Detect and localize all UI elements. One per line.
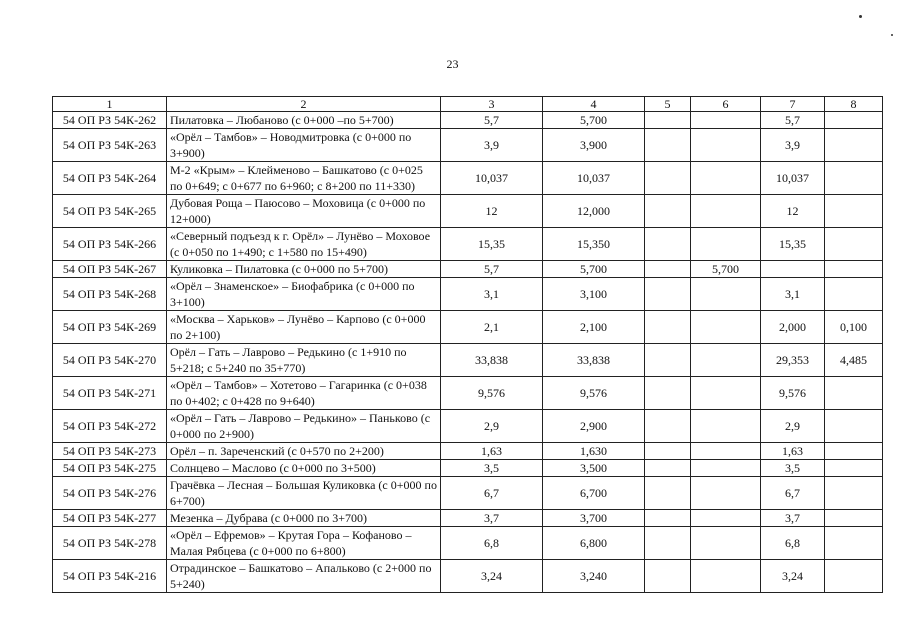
value-cell: 2,9 [761,410,825,443]
road-name-cell: Орёл – Гать – Лаврово – Редькино (с 1+910 по 5+218; с 5+240 по 35+770) [167,344,441,377]
column-header: 2 [167,97,441,112]
value-cell: 4,485 [825,344,883,377]
value-cell [825,560,883,593]
value-cell [825,410,883,443]
value-cell [691,129,761,162]
road-name-cell: М-2 «Крым» – Клейменово – Башкатово (с 0+025 по 0+649; с 0+677 по 6+960; с 8+200 по 11+330) [167,162,441,195]
road-name-cell: «Северный подъезд к г. Орёл» – Лунёво – Моховое (с 0+050 по 1+490; с 1+580 по 15+490) [167,228,441,261]
value-cell: 3,5 [441,460,543,477]
value-cell [691,560,761,593]
road-code-cell: 54 ОП РЗ 54К-269 [53,311,167,344]
column-header: 3 [441,97,543,112]
value-cell [825,162,883,195]
value-cell: 5,7 [441,261,543,278]
value-cell: 1,63 [441,443,543,460]
table-row [53,112,883,129]
value-cell: 10,037 [761,162,825,195]
value-cell: 3,240 [543,560,645,593]
road-code-cell: 54 ОП РЗ 54К-271 [53,377,167,410]
value-cell [645,377,691,410]
value-cell [691,112,761,129]
value-cell: 33,838 [543,344,645,377]
table-row [53,377,883,410]
value-cell [645,477,691,510]
value-cell [825,477,883,510]
value-cell [645,261,691,278]
scan-speck [891,34,893,36]
table-row [53,228,883,261]
table-row [53,443,883,460]
table-row [53,560,883,593]
road-code-cell: 54 ОП РЗ 54К-268 [53,278,167,311]
value-cell: 1,630 [543,443,645,460]
value-cell: 3,1 [761,278,825,311]
value-cell [825,195,883,228]
table-row [53,195,883,228]
value-cell [645,311,691,344]
value-cell: 6,8 [441,527,543,560]
table-row [53,162,883,195]
value-cell [645,527,691,560]
page-number: 23 [446,57,459,71]
road-name-cell: Куликовка – Пилатовка (с 0+000 по 5+700) [167,261,441,278]
value-cell: 9,576 [761,377,825,410]
table-row [53,311,883,344]
value-cell [645,443,691,460]
road-code-cell: 54 ОП РЗ 54К-264 [53,162,167,195]
table-row [53,129,883,162]
road-code-cell: 54 ОП РЗ 54К-278 [53,527,167,560]
value-cell [825,112,883,129]
value-cell: 3,900 [543,129,645,162]
value-cell [645,344,691,377]
road-code-cell: 54 ОП РЗ 54К-276 [53,477,167,510]
value-cell: 0,100 [825,311,883,344]
value-cell: 2,9 [441,410,543,443]
value-cell [691,377,761,410]
table-row [53,460,883,477]
column-header: 5 [645,97,691,112]
value-cell [825,228,883,261]
road-name-cell: Солнцево – Маслово (с 0+000 по 3+500) [167,460,441,477]
value-cell [645,129,691,162]
value-cell: 3,7 [761,510,825,527]
value-cell [645,195,691,228]
value-cell: 6,7 [441,477,543,510]
road-name-cell: «Орёл – Ефремов» – Крутая Гора – Кофаново – Малая Рябцева (с 0+000 по 6+800) [167,527,441,560]
road-name-cell: Грачёвка – Лесная – Большая Куликовка (с 0+000 по 6+700) [167,477,441,510]
value-cell: 5,7 [441,112,543,129]
value-cell [825,443,883,460]
table-row [53,278,883,311]
value-cell [645,510,691,527]
road-name-cell: Дубовая Роща – Паюсово – Моховица (с 0+000 по 12+000) [167,195,441,228]
value-cell: 6,700 [543,477,645,510]
road-name-cell: Орёл – п. Зареченский (с 0+570 по 2+200) [167,443,441,460]
value-cell: 6,800 [543,527,645,560]
value-cell [761,261,825,278]
value-cell [825,261,883,278]
table-row [53,344,883,377]
value-cell: 5,700 [543,112,645,129]
value-cell [691,510,761,527]
value-cell: 9,576 [441,377,543,410]
value-cell: 6,8 [761,527,825,560]
value-cell: 5,700 [543,261,645,278]
roads-table [52,96,883,593]
value-cell: 9,576 [543,377,645,410]
column-header: 1 [53,97,167,112]
table-row [53,510,883,527]
value-cell: 3,7 [441,510,543,527]
column-header: 6 [691,97,761,112]
value-cell: 3,9 [761,129,825,162]
value-cell: 10,037 [543,162,645,195]
road-name-cell: «Москва – Харьков» – Лунёво – Карпово (с 0+000 по 2+100) [167,311,441,344]
road-name-cell: Мезенка – Дубрава (с 0+000 по 3+700) [167,510,441,527]
value-cell [691,443,761,460]
value-cell: 3,24 [761,560,825,593]
value-cell: 12 [441,195,543,228]
value-cell: 1,63 [761,443,825,460]
value-cell [645,278,691,311]
value-cell: 3,700 [543,510,645,527]
value-cell [691,410,761,443]
column-header: 7 [761,97,825,112]
table-row [53,410,883,443]
road-code-cell: 54 ОП РЗ 54К-273 [53,443,167,460]
value-cell [691,278,761,311]
value-cell: 3,5 [761,460,825,477]
column-header: 8 [825,97,883,112]
road-code-cell: 54 ОП РЗ 54К-270 [53,344,167,377]
column-header: 4 [543,97,645,112]
value-cell [645,460,691,477]
road-name-cell: «Орёл – Тамбов» – Хотетово – Гагаринка (с 0+038 по 0+402; с 0+428 по 9+640) [167,377,441,410]
road-code-cell: 54 ОП РЗ 54К-275 [53,460,167,477]
value-cell [691,311,761,344]
road-name-cell: Пилатовка – Любаново (с 0+000 –по 5+700) [167,112,441,129]
value-cell: 29,353 [761,344,825,377]
value-cell [825,129,883,162]
table-header-row [53,97,883,112]
road-code-cell: 54 ОП РЗ 54К-265 [53,195,167,228]
value-cell: 12,000 [543,195,645,228]
value-cell [825,510,883,527]
value-cell: 15,35 [441,228,543,261]
value-cell [691,195,761,228]
value-cell: 6,7 [761,477,825,510]
value-cell [645,228,691,261]
road-name-cell: «Орёл – Гать – Лаврово – Редькино» – Паньково (с 0+000 по 2+900) [167,410,441,443]
value-cell: 2,100 [543,311,645,344]
value-cell [691,228,761,261]
value-cell: 3,500 [543,460,645,477]
value-cell: 10,037 [441,162,543,195]
road-code-cell: 54 ОП РЗ 54К-277 [53,510,167,527]
value-cell [691,477,761,510]
table-row [53,261,883,278]
scan-speck [859,15,862,18]
value-cell [825,460,883,477]
value-cell [825,527,883,560]
value-cell: 3,1 [441,278,543,311]
road-code-cell: 54 ОП РЗ 54К-266 [53,228,167,261]
value-cell: 2,1 [441,311,543,344]
value-cell: 5,7 [761,112,825,129]
value-cell: 15,350 [543,228,645,261]
value-cell: 12 [761,195,825,228]
value-cell: 33,838 [441,344,543,377]
value-cell [645,560,691,593]
value-cell: 3,9 [441,129,543,162]
value-cell [645,162,691,195]
road-name-cell: «Орёл – Знаменское» – Биофабрика (с 0+000 по 3+100) [167,278,441,311]
value-cell [691,344,761,377]
road-code-cell: 54 ОП РЗ 54К-262 [53,112,167,129]
value-cell: 3,24 [441,560,543,593]
road-code-cell: 54 ОП РЗ 54К-263 [53,129,167,162]
road-code-cell: 54 ОП РЗ 54К-216 [53,560,167,593]
value-cell: 5,700 [691,261,761,278]
table-row [53,477,883,510]
road-name-cell: Отрадинское – Башкатово – Апальково (с 2+000 по 5+240) [167,560,441,593]
value-cell [825,278,883,311]
value-cell [691,162,761,195]
road-code-cell: 54 ОП РЗ 54К-272 [53,410,167,443]
value-cell: 2,000 [761,311,825,344]
value-cell: 2,900 [543,410,645,443]
table-row [53,527,883,560]
value-cell [645,112,691,129]
value-cell [691,460,761,477]
value-cell [825,377,883,410]
value-cell: 15,35 [761,228,825,261]
road-code-cell: 54 ОП РЗ 54К-267 [53,261,167,278]
value-cell [645,410,691,443]
road-name-cell: «Орёл – Тамбов» – Новодмитровка (с 0+000 по 3+900) [167,129,441,162]
value-cell: 3,100 [543,278,645,311]
value-cell [691,527,761,560]
